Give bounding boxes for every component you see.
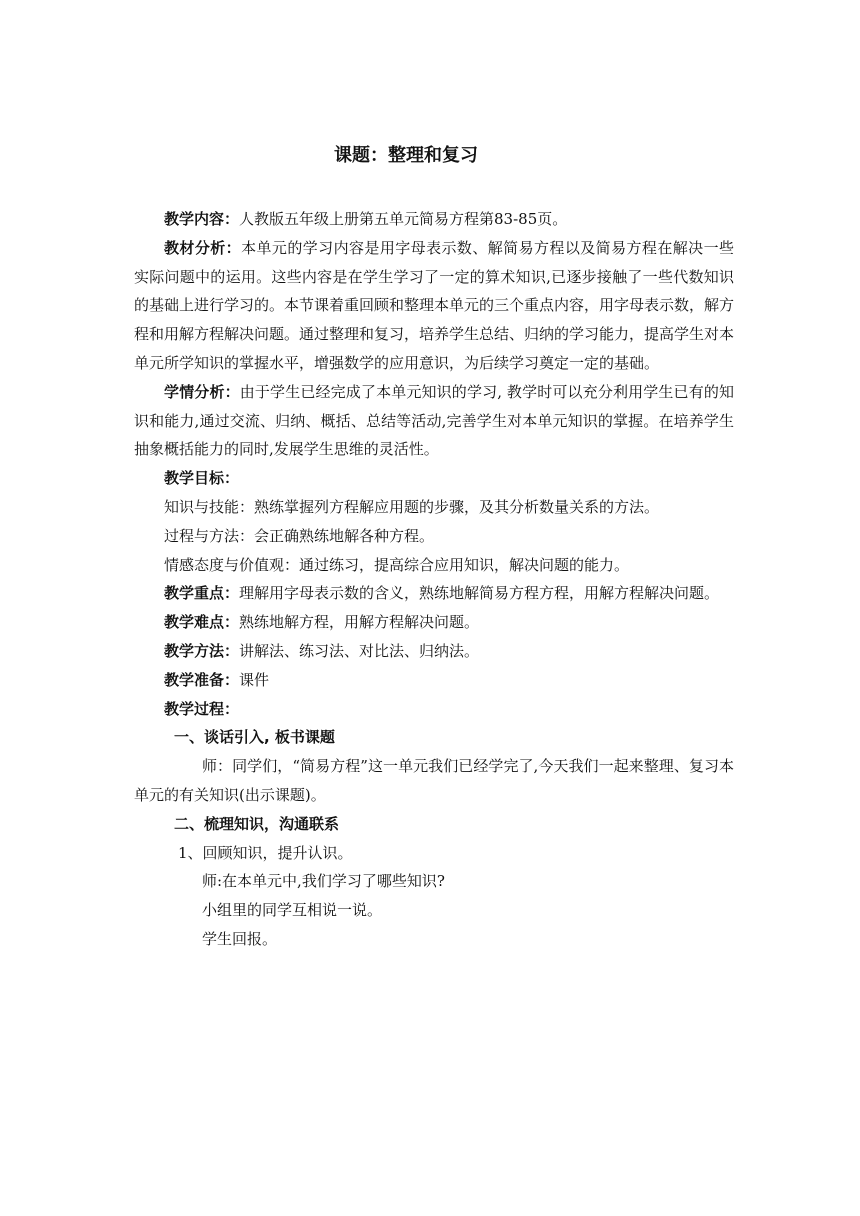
difficulty-label: 教学难点： (164, 613, 240, 632)
student-analysis-label: 学情分析： (164, 382, 240, 401)
goal-item: 情感态度与价值观：通过练习，提高综合应用知识，解决问题的能力。 (164, 555, 630, 574)
document-body (134, 205, 734, 954)
difficulty-paragraph (134, 608, 734, 637)
teaching-content-label: 教学内容： (164, 210, 240, 228)
step-one-heading: 一、谈话引入, 板书课题 (174, 728, 335, 747)
teaching-content-text: 人教版五年级上册第五单元简易方程第83-85页。 (239, 210, 568, 228)
teaching-content-paragraph (134, 205, 734, 234)
teaching-goals-label: 教学目标： (164, 469, 240, 488)
preparation-paragraph (134, 666, 734, 695)
step-two-line: 学生回报。 (202, 929, 278, 948)
preparation-label: 教学准备： (164, 670, 240, 689)
student-analysis-text: 由于学生已经完成了本单元知识的学习, 教学时可以充分利用学生已有的知识和能力,通过交流、归纳、概括、总结等活动,完善学生对本单元知识的掌握。在培养学生抽象概括能力的同时,发展学生思维的灵活性。 (134, 382, 734, 459)
key-point-label: 教学重点： (164, 584, 240, 603)
goal-item: 知识与技能：熟练掌握列方程解应用题的步骤，及其分析数量关系的方法。 (164, 497, 660, 516)
process-heading (134, 695, 734, 724)
step-two-subheading: 1、回顾知识，提升认识。 (178, 843, 353, 862)
step-two-heading: 二、梳理知识，沟通联系 (174, 814, 340, 833)
key-point-paragraph (134, 579, 734, 608)
method-paragraph (134, 637, 734, 666)
step-one-text: 师：同学们，“简易方程”这一单元我们已经学完了,今天我们一起来整理、复习本单元的有关知识(出示课题)。 (134, 757, 734, 804)
material-analysis-text: 本单元的学习内容是用字母表示数、解简易方程以及简易方程在解决一些实际问题中的运用。这些内容是在学生学习了一定的算术知识,已逐步接触了一些代数知识的基础上进行学习的。本节课着重回顾和整理本单元的三个重点内容，用字母表示数，解方程和用解方程解决问题。通过整理和复习，培养学生总结、归纳的学习能力，提高学生对本单元所学知识的掌握水平，增强数学的应用意识，为后续学习奠定一定的基础。 (134, 238, 735, 372)
goal-item: 过程与方法：会正确熟练地解各种方程。 (164, 526, 435, 545)
key-point-text: 理解用字母表示数的含义，熟练地解简易方程方程，用解方程解决问题。 (239, 584, 720, 603)
material-analysis-paragraph (134, 234, 734, 378)
step-two-line: 小组里的同学互相说一说。 (202, 901, 383, 920)
process-label: 教学过程： (164, 699, 240, 718)
difficulty-text: 熟练地解方程，用解方程解决问题。 (239, 613, 480, 632)
method-text: 讲解法、练习法、对比法、归纳法。 (239, 641, 480, 660)
teaching-goals-heading (134, 464, 734, 493)
preparation-text: 课件 (239, 670, 270, 689)
material-analysis-label: 教材分析： (164, 238, 242, 257)
step-two-line: 师:在本单元中,我们学习了哪些知识? (202, 872, 445, 891)
page-title: 课题：整理和复习 (334, 145, 478, 166)
method-label: 教学方法： (164, 641, 240, 660)
student-analysis-paragraph (134, 378, 734, 464)
